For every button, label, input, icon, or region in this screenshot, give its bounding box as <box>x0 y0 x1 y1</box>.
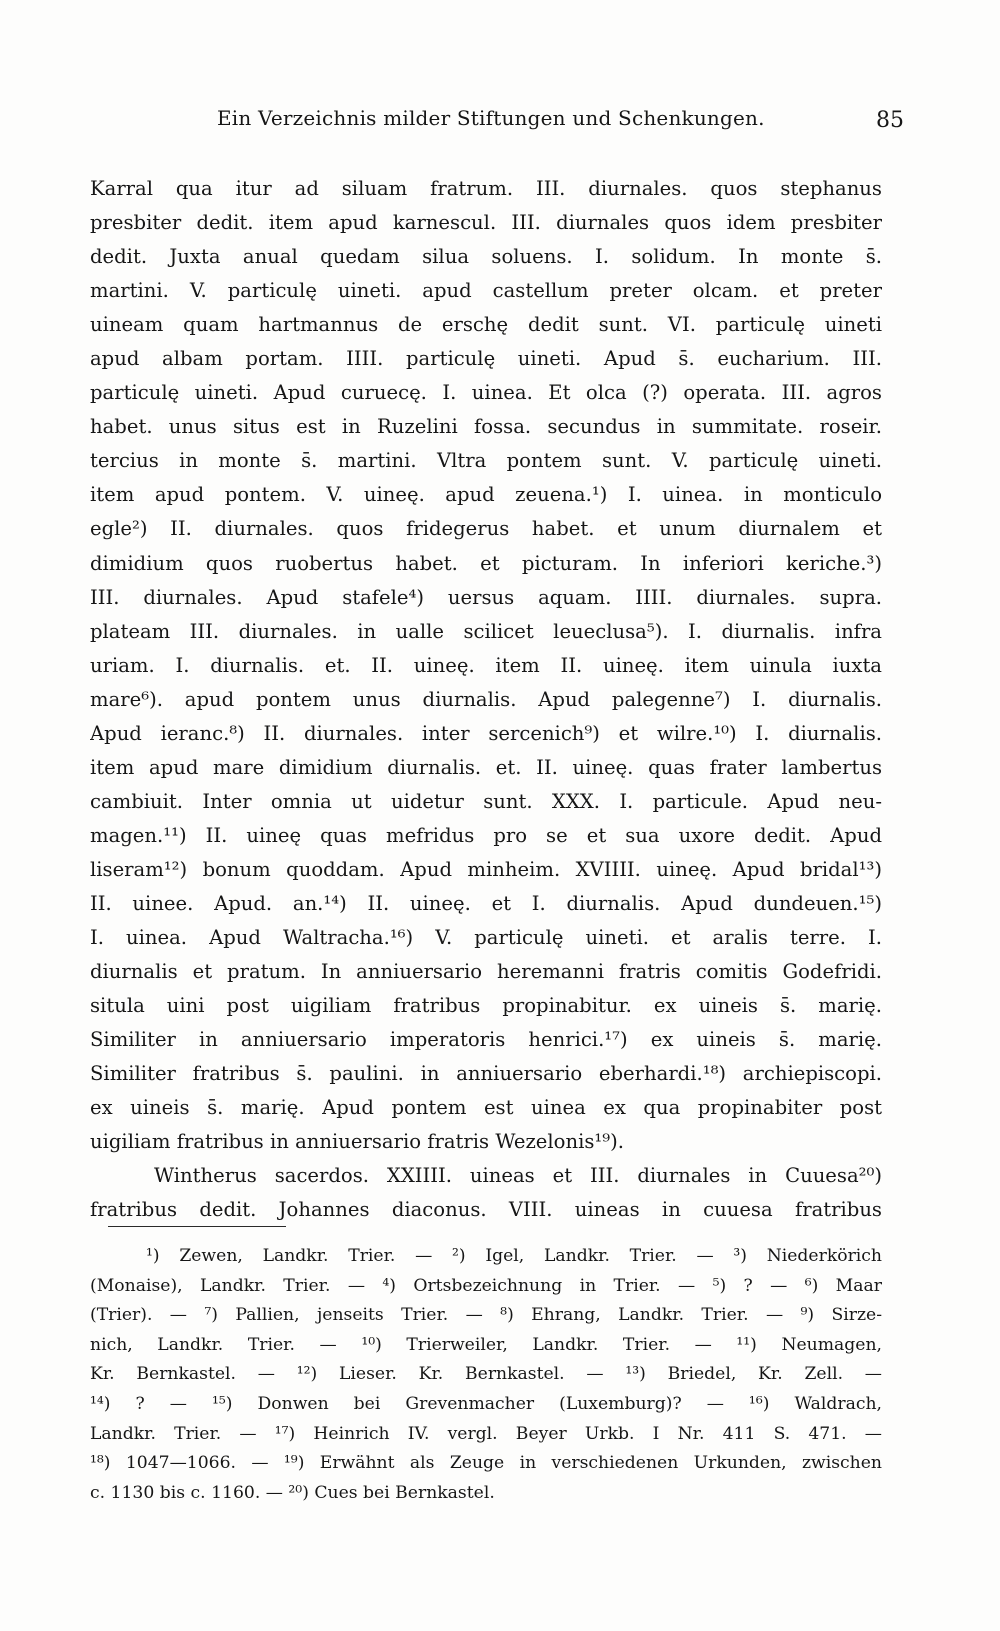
text-line: uriam. I. diurnalis. et. II. uineę. item II. uineę. item uinula iuxta <box>90 653 882 677</box>
footnotes <box>90 1242 882 1508</box>
footnote-line: ¹) Zewen, Landkr. Trier. — ²) Igel, Landkr. Trier. — ³) Niederkörich <box>146 1246 882 1266</box>
footnote-line: Landkr. Trier. — ¹⁷) Heinrich IV. vergl. Beyer Urkb. I Nr. 411 S. 471. — <box>90 1423 882 1444</box>
text-line: plateam III. diurnales. in ualle scilicet leueclusa⁵). I. diurnalis. infra <box>90 619 882 643</box>
text-line: mare⁶). apud pontem unus diurnalis. Apud palegenne⁷) I. diurnalis. <box>90 687 882 711</box>
text-line: Similiter fratribus s̄. paulini. in anniuersario eberhardi.¹⁸) archiepiscopi. <box>90 1062 882 1086</box>
text-line: situla uini post uigiliam fratribus propinabitur. ex uineis s̄. marię. <box>90 994 882 1018</box>
text-line: item apud mare dimidium diurnalis. et. II. uineę. quas frater lambertus <box>90 755 882 779</box>
footnote-line: (Monaise), Landkr. Trier. — ⁴) Ortsbezeichnung in Trier. — ⁵) ? — ⁶) Maar <box>90 1275 882 1296</box>
text-line: uineam quam hartmannus de erschę dedit sunt. VI. particulę uineti <box>90 313 882 337</box>
text-line: Karral qua itur ad siluam fratrum. III. diurnales. quos stephanus <box>90 177 882 200</box>
text-line: ex uineis s̄. marię. Apud pontem est uinea ex qua propinabiter post <box>90 1096 882 1120</box>
footnote-line: ¹⁸) 1047—1066. — ¹⁹) Erwähnt als Zeuge in verschiedenen Urkunden, zwischen <box>90 1453 882 1474</box>
text-line: uigiliam fratribus in anniuersario fratris Wezelonis¹⁹). <box>90 1130 624 1154</box>
text-line: Wintherus sacerdos. XXIIII. uineas et III. diurnales in Cuuesa²⁰) <box>154 1164 882 1188</box>
footnote-line: Kr. Bernkastel. — ¹²) Lieser. Kr. Bernkastel. — ¹³) Briedel, Kr. Zell. — <box>90 1364 882 1385</box>
footnote-separator <box>108 1226 286 1227</box>
text-line: Apud ieranc.⁸) II. diurnales. inter sercenich⁹) et wilre.¹⁰) I. diurnalis. <box>90 721 882 745</box>
text-line: tercius in monte s̄. martini. Vltra pontem sunt. V. particulę uineti. <box>90 449 882 473</box>
text-line: II. uinee. Apud. an.¹⁴) II. uineę. et I. diurnalis. Apud dundeuen.¹⁵) <box>90 891 882 915</box>
text-line: diurnalis et pratum. In anniuersario heremanni fratris comitis Godefridi. <box>90 960 882 984</box>
text-line: martini. V. particulę uineti. apud castellum preter olcam. et preter <box>90 279 882 303</box>
page-number: 85 <box>876 108 904 133</box>
page-header <box>90 106 910 142</box>
text-line: magen.¹¹) II. uineę quas mefridus pro se et sua uxore dedit. Apud <box>90 823 882 847</box>
footnote-line: c. 1130 bis c. 1160. — ²⁰) Cues bei Bernkastel. <box>90 1482 495 1503</box>
text-line: presbiter dedit. item apud karnescul. III. diurnales quos idem presbiter <box>90 211 882 235</box>
text-line: dedit. Juxta anual quedam silua soluens. I. solidum. In monte s̄. <box>90 245 882 269</box>
text-line: particulę uineti. Apud curuecę. I. uinea. Et olca (?) operata. III. agros <box>90 381 882 405</box>
text-line: I. uinea. Apud Waltracha.¹⁶) V. particulę uineti. et aralis terre. I. <box>90 926 882 950</box>
text-line: dimidium quos ruobertus habet. et picturam. In inferiori keriche.³) <box>90 551 882 575</box>
text-line: fratribus dedit. Johannes diaconus. VIII. uineas in cuuesa fratribus <box>90 1198 882 1222</box>
footnote-line: nich, Landkr. Trier. — ¹⁰) Trierweiler, Landkr. Trier. — ¹¹) Neumagen, <box>90 1334 882 1355</box>
text-line: Similiter in anniuersario imperatoris henrici.¹⁷) ex uineis s̄. marię. <box>90 1028 882 1052</box>
text-line: III. diurnales. Apud stafele⁴) uersus aquam. IIII. diurnales. supra. <box>90 585 882 609</box>
text-line: egle²) II. diurnales. quos fridegerus habet. et unum diurnalem et <box>90 517 882 541</box>
text-line: apud albam portam. IIII. particulę uineti. Apud s̄. eucharium. III. <box>90 347 882 371</box>
text-line: habet. unus situs est in Ruzelini fossa. secundus in summitate. roseir. <box>90 415 882 439</box>
footnote-line: ¹⁴) ? — ¹⁵) Donwen bei Grevenmacher (Luxemburg)? — ¹⁶) Waldrach, <box>90 1393 882 1414</box>
running-title: Ein Verzeichnis milder Stiftungen und Schenkungen. <box>217 106 765 130</box>
text-line: item apud pontem. V. uineę. apud zeuena.¹) I. uinea. in monticulo <box>90 483 882 507</box>
main-text <box>90 172 882 1227</box>
text-line: cambiuit. Inter omnia ut uidetur sunt. XXX. I. particule. Apud neu- <box>90 789 882 813</box>
text-line: liseram¹²) bonum quoddam. Apud minheim. XVIIII. uineę. Apud bridal¹³) <box>90 857 882 881</box>
footnote-line: (Trier). — ⁷) Pallien, jenseits Trier. — ⁸) Ehrang, Landkr. Trier. — ⁹) Sirze- <box>90 1305 882 1326</box>
